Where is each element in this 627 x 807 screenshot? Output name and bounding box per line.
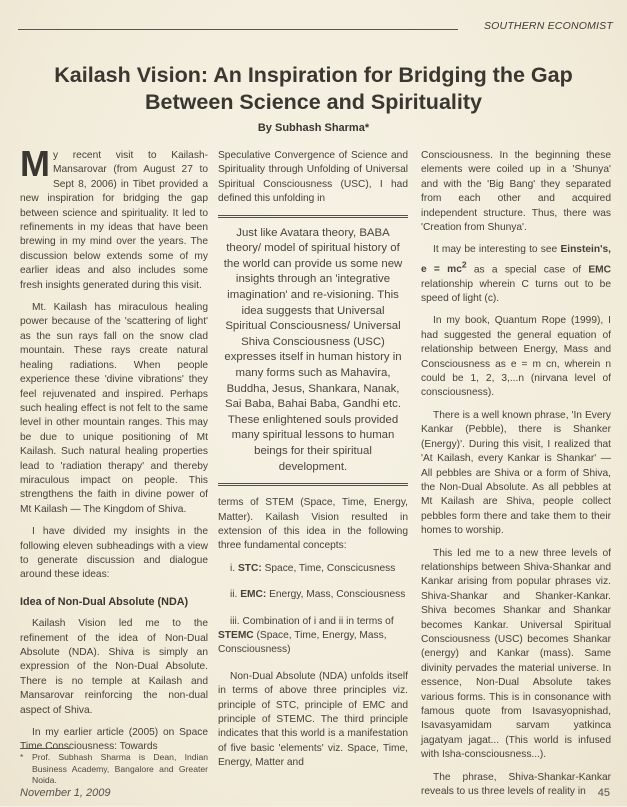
- header-rule: [18, 29, 458, 30]
- issue-date: November 1, 2009: [20, 787, 111, 799]
- footnote-rule: [20, 748, 70, 749]
- paragraph: Kailash Vision led me to the refinement of the idea of Non-Dual Absolute (NDA). Shiva is simply an expression of the Non-Dual Absolute. There is no temple at Kailash and Mansarovar reinforcing the non-dual aspect of Shiva.: [20, 618, 208, 716]
- concept-description: Energy, Mass, Consciousness: [269, 589, 406, 601]
- concept-prefix: Combination of i and ii in terms of: [242, 615, 394, 627]
- paragraph-text: as a special case of: [473, 264, 582, 276]
- formula: [421, 259, 467, 276]
- paragraph: Mt. Kailash has miraculous healing power because of the 'scattering of light' as the sun rays fall on the snow clad mountain. These rays create natural healing radiations. When people experience these 'divine vibrations' they feel rejuvenated and inspired. Perhaps such healing effect is not felt to the same level in other mountain ranges. This may be due to unique positioning of Mt Kailash. Such natural healing properties lead to 'radiation therapy' and thereby miraculous impact on people. This strengthens the faith in divine power of Mt Kailash — The Kingdom of Shiva.: [20, 302, 208, 515]
- section-subheading: Idea of Non-Dual Absolute (NDA): [20, 595, 189, 608]
- concept-term: STC:: [237, 562, 262, 574]
- paragraph: The phrase, Shiva-Shankar-Kankar reveals to us three levels of reality in: [421, 771, 611, 798]
- paragraph-text: y recent visit to Kailash-Mansarovar (from August 27 to Sept 8, 2006) in Tibet provided a new inspiration for bridging the gap between science and spirituality. It led to refinements in my ideas that have been brewing in my mind over the years. The discussion below extends some of my earlier ideas and also includes some fresh insights generated during this visit.: [20, 150, 208, 291]
- paragraph: terms of STEM (Space, Time, Energy, Matter). Kailash Vision resulted in extension of this idea in the following three fundamental concepts:: [218, 497, 408, 552]
- footnote-text: Prof. Subhash Sharma is Dean, Indian Business Academy, Bangalore and Greater Noida.: [32, 752, 208, 785]
- paragraph-text: It may be interesting to see: [433, 244, 558, 256]
- paragraph: [20, 143, 208, 293]
- concept-term: EMC:: [240, 589, 267, 601]
- formula-base: e = mc: [421, 264, 462, 276]
- paragraph: Non-Dual Absolute (NDA) unfolds itself in terms of above three principles viz. principle of STC, principle of EMC and principle of STEMC. The third principle indicates that this world is a manifestation of five basic 'elements' viz. Space, Time, Energy, Matter and: [218, 670, 408, 769]
- concept-term: STEMC: [218, 629, 254, 641]
- drop-cap: M: [20, 143, 50, 184]
- pull-quote: Just like Avatara theory, BABA theory/ model of spiritual history of the world can provide us some new insights through an 'integrative imagination' and re-visioning. This idea suggests that Universal Spiritual Consciousness/ Universal Shiva Consciousness (USC) expresses itself in human history in many forms such as Mahavira, Buddha, Jesus, Shankara, Nanak, Sai Baba, Bahai Baba, Gandhi etc. These enlightened souls provided many spiritual lessons to human beings for their spiritual development.: [218, 215, 408, 487]
- byline: By Subhash Sharma*: [257, 122, 370, 134]
- concept-description: (Space, Time, Energy, Mass, Consciousness): [218, 629, 387, 656]
- einstein-label: Einstein's,: [560, 244, 611, 256]
- paragraph-text: relationship wherein C turns out to be speed of light (c).: [421, 278, 611, 305]
- list-number: iii.: [230, 615, 240, 627]
- paragraph: In my earlier article (2005) on Space Time Consciousness: Towards: [20, 727, 208, 753]
- concept-list-item: [218, 562, 408, 576]
- paragraph: Speculative Convergence of Science and Spirituality through Unfolding of Universal Spiritual Consciousness (USC), I had defined this unfolding in: [218, 150, 408, 205]
- concept-list-item: [218, 615, 408, 658]
- paragraph: Consciousness. In the beginning these elements were coiled up in a 'Shunya' and with the 'Big Bang' they separated from each other and acquired independent structure. Thus, there was 'Creation from Shunya'.: [421, 150, 611, 234]
- column-3: [421, 149, 611, 807]
- page-number: 45: [597, 787, 610, 799]
- title-line-2: Between Science and Spirituality: [145, 90, 482, 114]
- concept-list-item: [218, 588, 408, 602]
- journal-name: SOUTHERN ECONOMIST: [483, 20, 613, 32]
- paragraph: In my book, Quantum Rope (1999), I had suggested the general equation of relationship between Energy, Mass and Consciousness as e = m cn, wherein n could be 1, 2, 3,...n (nirvana level of consciousness).: [421, 315, 611, 399]
- footnote: [20, 752, 208, 787]
- article-title: [0, 62, 627, 116]
- footnote-mark: *: [20, 752, 24, 762]
- paragraph: [421, 243, 611, 306]
- concept-description: Space, Time, Conscicusness: [264, 562, 396, 574]
- list-number: i.: [230, 562, 236, 574]
- emc-term: EMC: [588, 264, 611, 276]
- paragraph: This led me to a new three levels of relationships between Shiva-Shankar and Kankar arising from popular phrases viz. Shiva-Shankar and Shanker-Kankar. Shiva becomes Shankar and Shankar becomes Kankar. Universal Spiritual Consciousness (USC) becomes Shankar (energy) and Kankar (mass). Same divinity pervades the material universe. In essence, Non-Dual Absolute takes various forms. This is in consonance with famous quote from Isavasyopnishad, Isavasyamidam sarvam yatkinca jagatyam jagat... (This world is infused with Isha-consciousness...).: [421, 547, 611, 761]
- paragraph: I have divided my insights in the following eleven subheadings with a view to generate discussion and dialogue around these ideas:: [20, 526, 208, 581]
- column-1: [20, 143, 208, 763]
- column-2: [218, 149, 408, 779]
- formula-exponent: 2: [461, 259, 467, 270]
- paragraph: There is a well known phrase, 'In Every Kankar (Pebble), there is Shanker (Energy)'. During this visit, I realized that 'At Kailash, every Kankar is Shankar' — All pebbles are Shiva or a form of Shiva, the Non-Dual Absolute. As all pebbles at Mt Kailash are Shiva, people collect pebbles form there and take them to their homes to worship.: [421, 409, 611, 537]
- list-number: ii.: [230, 589, 238, 601]
- running-head: [18, 18, 613, 32]
- title-line-1: Kailash Vision: An Inspiration for Bridging the Gap: [54, 63, 573, 87]
